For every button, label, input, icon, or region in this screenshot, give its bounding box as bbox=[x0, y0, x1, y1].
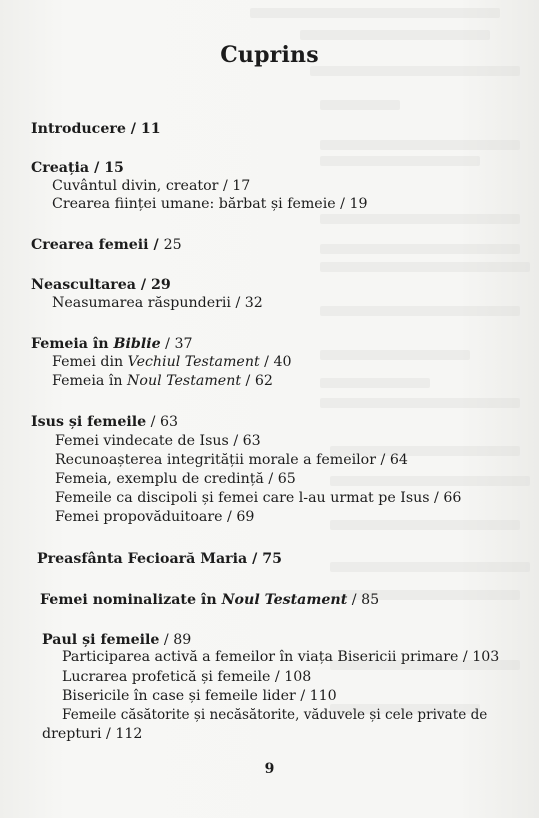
toc-entry: Isus și femeile / 63 bbox=[31, 414, 179, 430]
toc-entry: Crearea femeii / 25 bbox=[31, 237, 182, 253]
toc-page-number: 65 bbox=[277, 471, 296, 487]
toc-subentry: Participarea activă a femeilor în viața Bisericii primare / 103 bbox=[62, 649, 500, 665]
toc-page-number: 37 bbox=[174, 336, 193, 352]
toc-entry-title: Paul și femeile bbox=[42, 632, 160, 648]
toc-page-number: 25 bbox=[163, 237, 182, 253]
toc-page-number: 62 bbox=[254, 373, 273, 389]
toc-entry-title: Participarea activă a femeilor în viața Bisericii primare bbox=[62, 649, 459, 665]
toc-page-number: 63 bbox=[159, 414, 179, 430]
toc-page-number: 17 bbox=[232, 178, 251, 194]
toc-page-number: 64 bbox=[389, 452, 408, 468]
toc-subentry: Femeile ca discipoli și femei care l-au urmat pe Isus / 66 bbox=[55, 490, 462, 506]
toc-page-number: 40 bbox=[273, 354, 292, 370]
toc-entry-title: Introducere bbox=[31, 121, 126, 137]
toc-page-number: 63 bbox=[242, 433, 261, 449]
toc-entry: Femei nominalizate în Noul Testament / 85 bbox=[40, 592, 380, 608]
toc-entry-title: Isus și femeile bbox=[31, 414, 147, 430]
toc-page-number: 29 bbox=[151, 277, 171, 293]
toc-entry-title: Femeia în bbox=[31, 336, 114, 352]
toc-entry: Femeia în Biblie / 37 bbox=[31, 336, 193, 352]
toc-page-number: 112 bbox=[115, 726, 143, 742]
toc-page-number: 11 bbox=[140, 121, 161, 137]
toc-subentry: Femei propovăduitoare / 69 bbox=[55, 509, 255, 525]
toc-entry-title: Femei din bbox=[52, 354, 128, 370]
toc-subentry: Cuvântul divin, creator / 17 bbox=[52, 178, 251, 194]
toc-entry: Creația / 15 bbox=[31, 160, 124, 176]
toc-entry-title: Creația bbox=[31, 160, 90, 176]
toc-entry: Paul și femeile / 89 bbox=[42, 632, 192, 648]
toc-entry-title: Bisericile în case și femeile lider bbox=[62, 688, 296, 704]
toc-entry-title: Femei nominalizate în bbox=[40, 592, 222, 608]
toc-subentry-continuation: drepturi / 112 bbox=[42, 726, 143, 742]
toc-entry-title: Recunoașterea integrității morale a femeilor bbox=[55, 452, 376, 468]
toc-page-number: 19 bbox=[349, 196, 368, 212]
toc-page-number: 103 bbox=[472, 649, 500, 665]
toc-subentry: Neasumarea răspunderii / 32 bbox=[52, 295, 263, 311]
toc-entry: Introducere / 11 bbox=[31, 121, 161, 137]
toc-entry-title: Femei propovăduitoare bbox=[55, 509, 223, 525]
toc-page-number: 85 bbox=[361, 592, 380, 608]
toc-page-number: 110 bbox=[309, 688, 337, 704]
toc-subentry bbox=[62, 706, 487, 724]
toc-subentry: Femeia, exemplu de credință / 65 bbox=[55, 471, 296, 487]
toc-subentry: Bisericile în case și femeile lider / 110 bbox=[62, 688, 337, 704]
toc-entry-title: Crearea ființei umane: bărbat și femeie bbox=[52, 196, 336, 212]
toc-entry: Neascultarea / 29 bbox=[31, 277, 171, 293]
page-number: 9 bbox=[264, 761, 275, 777]
toc-entry-title: Femeia, exemplu de credință bbox=[55, 471, 264, 487]
toc-page-number: 89 bbox=[173, 632, 192, 648]
toc-entry-title: Femeile ca discipoli și femei care l-au urmat pe Isus bbox=[55, 490, 430, 506]
toc-page-number: 108 bbox=[284, 669, 312, 685]
toc-entry-title: Femeia în bbox=[52, 373, 128, 389]
toc-subentry: Recunoașterea integrității morale a femeilor / 64 bbox=[55, 452, 408, 468]
toc-subentry: Femei din Vechiul Testament / 40 bbox=[52, 354, 292, 370]
toc-entry-title: Preasfânta Fecioară Maria bbox=[37, 551, 248, 567]
toc-subentry: Femeia în Noul Testament / 62 bbox=[52, 373, 273, 389]
toc-entry-title: Neasumarea răspunderii bbox=[52, 295, 231, 311]
toc-entry: Preasfânta Fecioară Maria / 75 bbox=[37, 551, 283, 567]
page-title: Cuprins bbox=[220, 42, 319, 68]
toc-page-number: 15 bbox=[104, 160, 124, 176]
toc-entry-title: Femei vindecate de Isus bbox=[55, 433, 229, 449]
toc-entry-title: Femeile căsătorite și necăsătorite, văduvele și cele private de bbox=[62, 707, 488, 723]
toc-subentry: Femei vindecate de Isus / 63 bbox=[55, 433, 261, 449]
toc-entry-title: Lucrarea profetică și femeile bbox=[62, 669, 271, 685]
toc-page-number: 75 bbox=[262, 551, 283, 567]
toc-subentry: Crearea ființei umane: bărbat și femeie / 19 bbox=[52, 196, 368, 212]
toc-entry-title: Cuvântul divin, creator bbox=[52, 178, 219, 194]
toc-page-number: 32 bbox=[244, 295, 263, 311]
toc-entry-title: Neascultarea bbox=[31, 277, 136, 293]
toc-page-number: 69 bbox=[236, 509, 255, 525]
toc-subentry: Lucrarea profetică și femeile / 108 bbox=[62, 669, 312, 685]
toc-page-number: 66 bbox=[443, 490, 462, 506]
toc-entry-title: Crearea femeii bbox=[31, 237, 149, 253]
